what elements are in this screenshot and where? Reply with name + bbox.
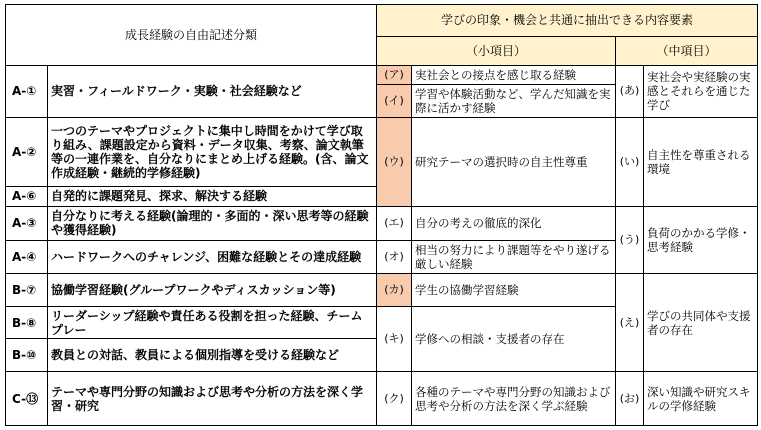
header-sub-small: （小項目） [377, 36, 616, 65]
header-sub-mid: （中項目） [616, 36, 758, 65]
mid-text-o: 深い知識や研究スキルの学修経験 [644, 372, 758, 426]
mid-text-a: 実社会や実経験の実感とそれらを通じた学び [644, 65, 758, 117]
small-text-ka: 学生の協働学習経験 [412, 273, 616, 306]
mid-text-i: 自主性を尊重される環境 [644, 118, 758, 207]
small-mark-ku: (ク) [377, 372, 412, 426]
row-code-c13: C-⑬ [6, 372, 48, 426]
header-left-title: 成長経験の自由記述分類 [6, 5, 377, 66]
row-desc-b8: リーダーシップ経験や責任ある役割を担った経験、チームプレー [48, 306, 377, 339]
mid-mark-u: (う) [616, 206, 644, 273]
small-text-u: 研究テーマの選択時の自主性尊重 [412, 118, 616, 207]
row-code-b10: B-⑩ [6, 339, 48, 372]
row-desc-a2: 一つのテーマやプロジェクトに集中し時間をかけて学び取り組み、課題設定から資料・データ収集、考察、論文執筆等の一連作業を、自分なりにまとめ上げる経験。(含、論文作成経験・継続的学修経験) [48, 118, 377, 187]
mid-text-e: 学びの共同体や支援者の存在 [644, 273, 758, 372]
small-text-i: 学習や体験活動など、学んだ知識を実際に活かす経験 [412, 85, 616, 118]
row-desc-b7: 協働学習経験(グループワークやディスカッション等) [48, 273, 377, 306]
small-mark-o: (オ) [377, 240, 412, 273]
row-code-a3: A-③ [6, 206, 48, 240]
small-mark-i: (イ) [377, 85, 412, 118]
small-mark-a: (ア) [377, 65, 412, 85]
small-mark-e: (エ) [377, 206, 412, 240]
row-code-b7: B-⑦ [6, 273, 48, 306]
small-text-a: 実社会との接点を感じ取る経験 [412, 65, 616, 85]
small-text-e: 自分の考えの徹底的深化 [412, 206, 616, 240]
mid-mark-a: (あ) [616, 65, 644, 117]
row-desc-a6: 自発的に課題発見、探求、解決する経験 [48, 187, 377, 207]
row-code-b8: B-⑧ [6, 306, 48, 339]
row-code-a1: A-① [6, 65, 48, 117]
small-text-o: 相当の努力により課題等をやり遂げる厳しい経験 [412, 240, 616, 273]
mid-mark-i: (い) [616, 118, 644, 207]
row-code-a2: A-② [6, 118, 48, 187]
small-mark-ka: (カ) [377, 273, 412, 306]
mid-text-u: 負荷のかかる学修・思考経験 [644, 206, 758, 273]
classification-table [5, 4, 758, 426]
mid-mark-e: (え) [616, 273, 644, 372]
row-desc-a4: ハードワークへのチャレンジ、困難な経験とその達成経験 [48, 240, 377, 273]
header-right-title: 学びの印象・機会と共通に抽出できる内容要素 [377, 5, 758, 37]
row-desc-c13: テーマや専門分野の知識および思考や分析の方法を深く学習・研究 [48, 372, 377, 426]
row-code-a6: A-⑥ [6, 187, 48, 207]
row-desc-b10: 教員との対話、教員による個別指導を受ける経験など [48, 339, 377, 372]
small-mark-u: (ウ) [377, 118, 412, 207]
row-desc-a1: 実習・フィールドワーク・実験・社会経験など [48, 65, 377, 117]
small-text-ki: 学修への相談・支援者の存在 [412, 306, 616, 372]
row-desc-a3: 自分なりに考える経験(論理的・多面的・深い思考等の経験や獲得経験) [48, 206, 377, 240]
small-mark-ki: (キ) [377, 306, 412, 372]
mid-mark-o: (お) [616, 372, 644, 426]
small-text-ku: 各種のテーマや専門分野の知識および思考や分析の方法を深く学ぶ経験 [412, 372, 616, 426]
row-code-a4: A-④ [6, 240, 48, 273]
